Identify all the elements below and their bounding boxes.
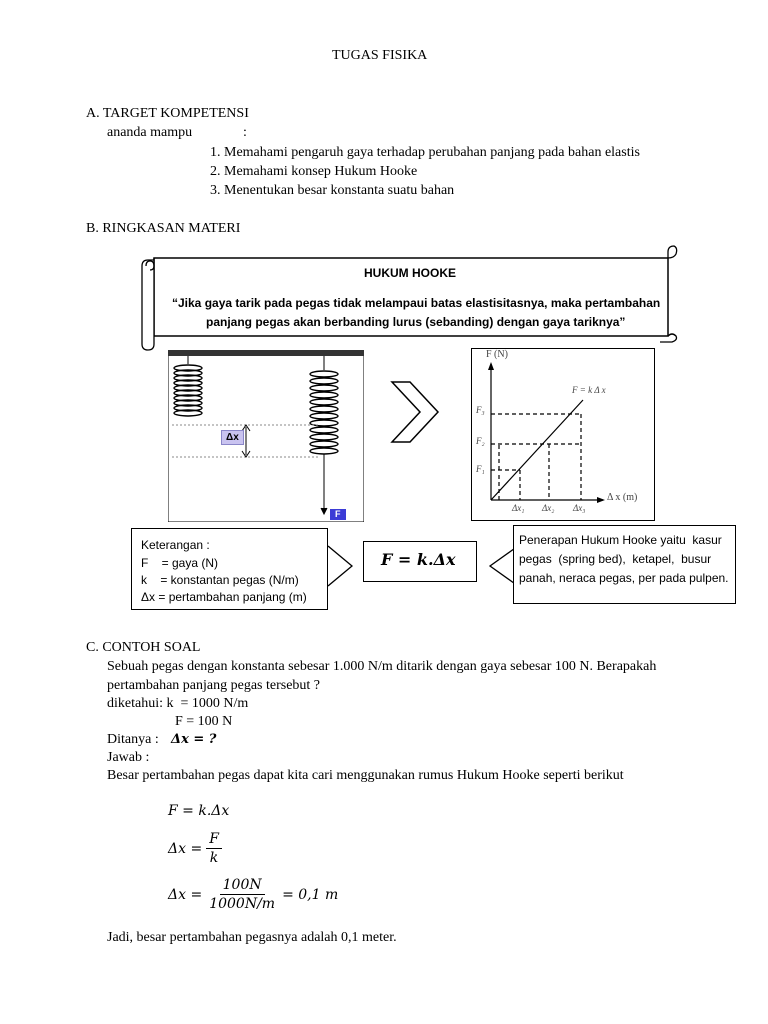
- competency-item-1: 1. Memahami pengaruh gaya terhadap perubahan panjang pada bahan elastis: [210, 145, 640, 160]
- page-title: TUGAS FISIKA: [332, 48, 428, 63]
- graph-x-tick-1: Δx₁: [512, 503, 525, 513]
- section-a-heading: A. TARGET KOMPETENSI: [86, 106, 249, 121]
- keterangan-line-1: F = gaya (N): [141, 556, 219, 570]
- spring-illustration: [168, 350, 364, 522]
- equation-3: [168, 876, 338, 913]
- chevron-right-icon: [390, 380, 442, 444]
- section-b-heading: B. RINGKASAN MATERI: [86, 221, 241, 236]
- keterangan-line-3: Δx = pertambahan panjang (m): [141, 590, 307, 604]
- penerapan-line-1: Penerapan Hukum Hooke yaitu kasur: [519, 533, 722, 547]
- equation-3-rhs: = 0,1 m: [282, 886, 339, 903]
- graph-y-tick-f3: F₃: [476, 405, 485, 415]
- graph-x-axis-label: Δ x (m): [607, 492, 638, 503]
- equation-2-fraction: [206, 830, 222, 867]
- graph-line-label: F = k Δ x: [572, 385, 606, 395]
- scroll-quote-line-2: panjang pegas akan berbanding lurus (sebanding) dengan gaya tariknya”: [206, 315, 626, 329]
- competency-item-3: 3. Menentukan besar konstanta suatu bahan: [210, 183, 455, 198]
- scroll-title: HUKUM HOOKE: [364, 266, 456, 280]
- equation-2-lhs: Δx =: [168, 840, 203, 857]
- graph-y-tick-f1: F₁: [476, 464, 485, 474]
- scroll-quote-line-1: “Jika gaya tarik pada pegas tidak melampaui batas elastisitasnya, maka pertambahan: [172, 296, 661, 310]
- equation-2-denominator: k: [209, 850, 219, 866]
- asked-label: Ditanya :: [107, 732, 159, 747]
- equation-3-numerator: 100N: [220, 876, 265, 895]
- known-k: diketahui: k = 1000 N/m: [107, 696, 249, 711]
- graph-x-tick-2: Δx₂: [542, 503, 555, 513]
- section-a-colon: :: [243, 125, 247, 140]
- equation-2-numerator: F: [206, 830, 222, 849]
- equation-3-denominator: 1000N/m: [209, 896, 276, 912]
- graph-y-tick-f2: F₂: [476, 436, 485, 446]
- delta-x-label: Δx: [221, 430, 244, 445]
- equation-3-lhs: Δx =: [168, 886, 203, 903]
- problem-line-2: pertambahan panjang pegas tersebut ?: [107, 678, 321, 693]
- formula-text: F = k.Δx: [381, 550, 456, 569]
- penerapan-line-3: panah, neraca pegas, per pada pulpen.: [519, 571, 729, 585]
- keterangan-title: Keterangan :: [141, 538, 210, 552]
- competency-item-2: 2. Memahami konsep Hukum Hooke: [210, 164, 418, 179]
- asked-value: Δx = ?: [171, 732, 217, 747]
- equation-1: F = k.Δx: [168, 803, 230, 819]
- section-a-intro: ananda mampu: [107, 125, 193, 140]
- penerapan-line-2: pegas (spring bed), ketapel, busur: [519, 552, 712, 566]
- force-label: F: [330, 509, 346, 520]
- keterangan-line-2: k = konstantan pegas (N/m): [141, 573, 299, 587]
- conclusion-text: Jadi, besar pertambahan pegasnya adalah 0,1 meter.: [107, 930, 397, 945]
- equation-3-fraction: [206, 876, 278, 913]
- section-c-heading: C. CONTOH SOAL: [86, 640, 201, 655]
- graph-x-tick-3: Δx₃: [573, 503, 586, 513]
- arrow-left-connector: [328, 540, 358, 592]
- answer-label: Jawab :: [107, 750, 150, 765]
- equation-2: [168, 830, 222, 867]
- graph-y-axis-label: F (N): [486, 349, 508, 360]
- known-f: F = 100 N: [175, 714, 233, 729]
- method-text: Besar pertambahan pegas dapat kita cari menggunakan rumus Hukum Hooke seperti berikut: [107, 768, 624, 783]
- problem-line-1: Sebuah pegas dengan konstanta sebesar 1.000 N/m ditarik dengan gaya sebesar 100 N. Berapakah: [107, 659, 657, 674]
